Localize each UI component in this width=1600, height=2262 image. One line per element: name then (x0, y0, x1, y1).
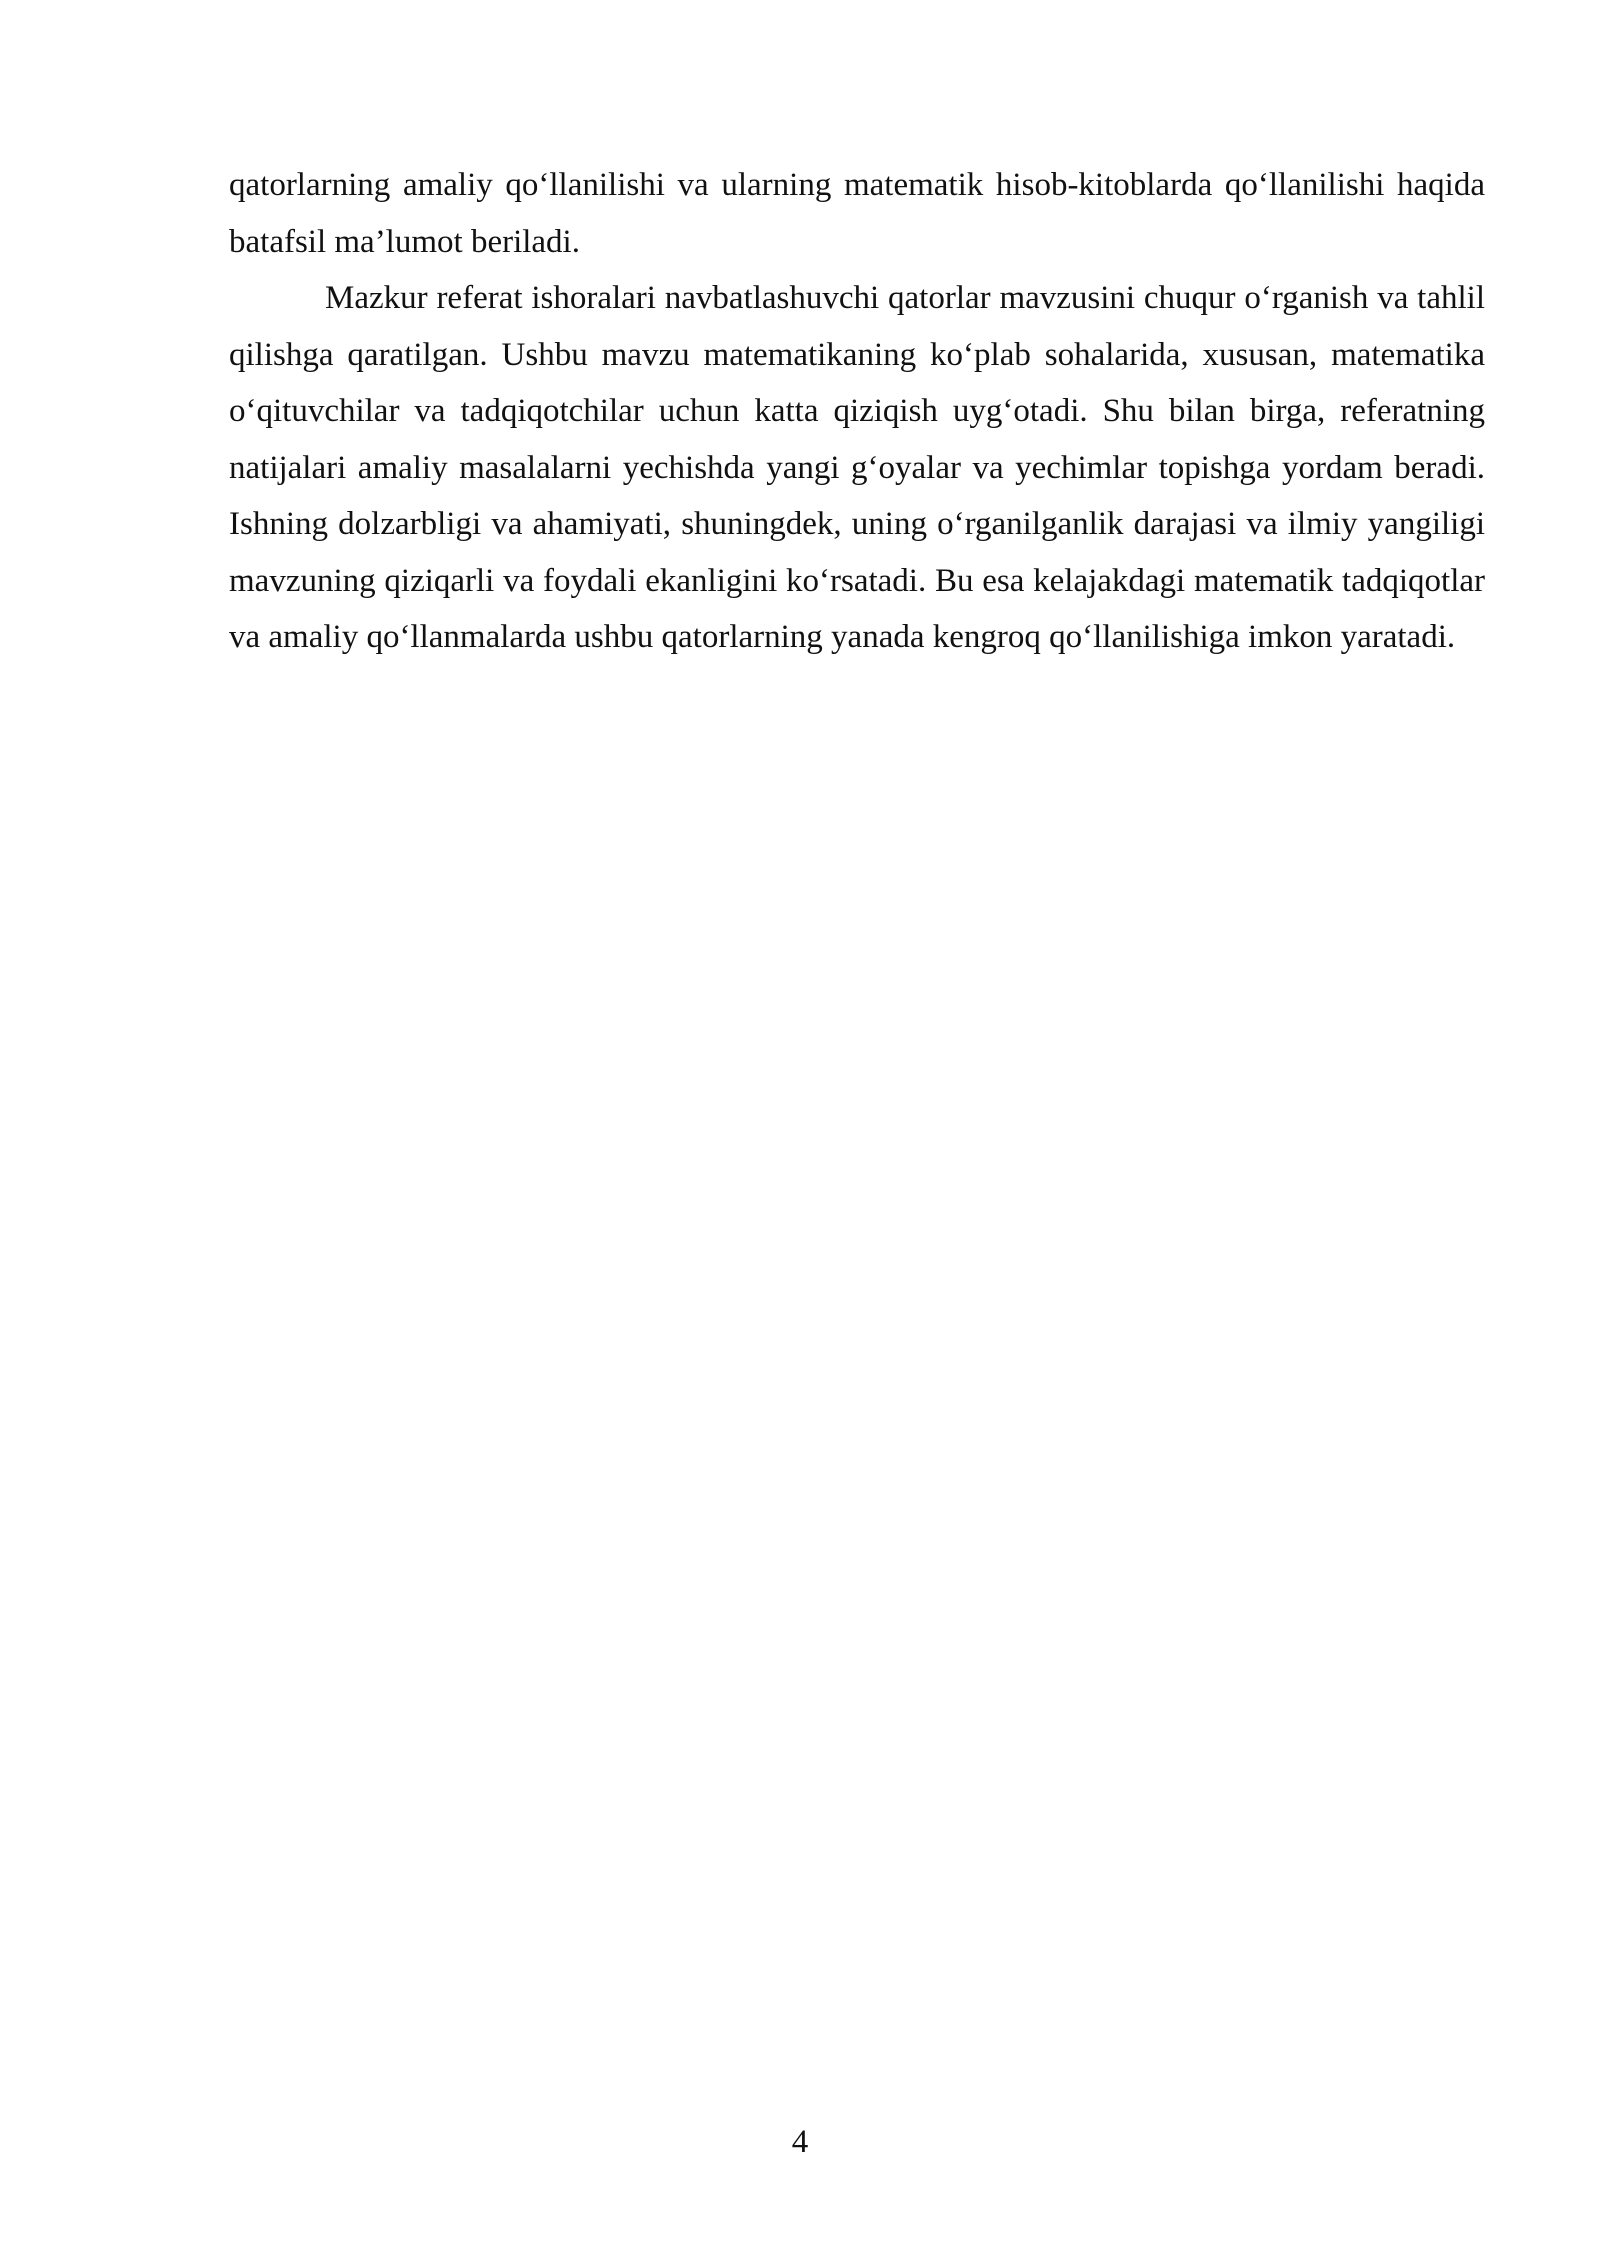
body-text (229, 157, 1485, 666)
paragraph-main: Mazkur referat ishoralari navbatlashuvchi qatorlar mavzusini chuqur o‘rganish va tahlil qilishga qaratilgan. Ushbu mavzu matematikaning ko‘plab sohalarida, xususan, matematika o‘qituvchilar va tadqiqotchilar uchun katta qiziqish uyg‘otadi. Shu bilan birga, referatning natijalari amaliy masalalarni yechishda yangi g‘oyalar va yechimlar topishga yordam beradi. Ishning dolzarbligi va ahamiyati, shuningdek, uning o‘rganilganlik darajasi va ilmiy yangiligi mavzuning qiziqarli va foydali ekanligini ko‘rsatadi. Bu esa kelajakdagi matematik tadqiqotlar va amaliy qo‘llanmalarda ushbu qatorlarning yanada kengroq qo‘llanilishiga imkon yaratadi. (229, 280, 1485, 655)
paragraph-continuation: qatorlarning amaliy qo‘llanilishi va ularning matematik hisob-kitoblarda qo‘llanilishi haqida batafsil ma’lumot beriladi. (229, 167, 1485, 260)
page-number: 4 (791, 2124, 809, 2160)
